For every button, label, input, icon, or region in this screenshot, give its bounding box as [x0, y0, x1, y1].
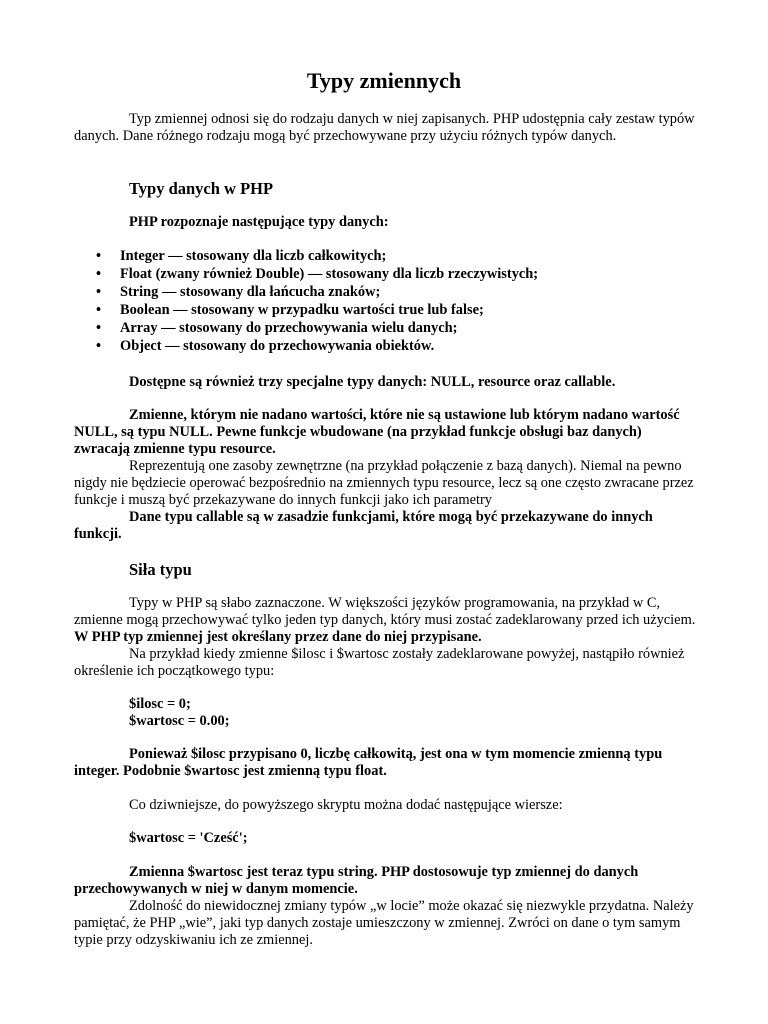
- list-item-text: Array — stosowany do przechowywania wielu danych;: [120, 320, 458, 336]
- code-line-ilosc: $ilosc = 0;: [129, 696, 191, 712]
- bullet-icon: •: [96, 338, 102, 354]
- example-paragraph: Na przykład kiedy zmienne $ilosc i $wartosc zostały zadeklarowane powyżej, nastąpiło również określenie ich początkowego typu:: [74, 646, 685, 679]
- code-line-string: $wartosc = 'Cześć';: [129, 830, 248, 846]
- bullet-icon: •: [96, 302, 102, 318]
- strength-text: Typy w PHP są słabo zaznaczone. W większości języków programowania, na przykład w C, zmienne mogą przechowywać tylko jeden typ danych, który musi zostać zadeklarowany przed ich użyciem.: [74, 595, 696, 628]
- list-item-text: String — stosowany dla łańcucha znaków;: [120, 284, 381, 300]
- code-line-wartosc: $wartosc = 0.00;: [129, 713, 230, 729]
- strength-paragraph: [74, 595, 696, 646]
- strength-emphasis: W PHP typ zmiennej jest określany przez dane do niej przypisane.: [74, 629, 482, 645]
- list-item: [96, 247, 696, 265]
- list-item-text: Integer — stosowany dla liczb całkowitych;: [120, 248, 387, 264]
- null-paragraph: Zmienne, którym nie nadano wartości, które nie są ustawione lub którym nadano wartość NULL, są typu NULL. Pewne funkcje wbudowane (na przykład funkcje obsługi baz danych) zwracają zmienne typu resource.: [74, 407, 680, 457]
- integer-float-paragraph: Ponieważ $ilosc przypisano 0, liczbę całkowitą, jest ona w tym momencie zmienną typu integer. Podobnie $wartosc jest zmienną typu float.: [74, 746, 663, 779]
- intro-paragraph: Typ zmiennej odnosi się do rodzaju danych w niej zapisanych. PHP udostępnia cały zestaw typów danych. Dane różnego rodzaju mogą być przechowywane przy użyciu różnych typów danych.: [74, 111, 695, 144]
- bullet-icon: •: [96, 284, 102, 300]
- section-heading-type-strength: Siła typu: [129, 560, 192, 579]
- list-item: [96, 265, 696, 283]
- types-lead: PHP rozpoznaje następujące typy danych:: [129, 214, 389, 230]
- list-item-text: Boolean — stosowany w przypadku wartości true lub false;: [120, 302, 484, 318]
- list-item: [96, 337, 696, 355]
- section-heading-data-types: Typy danych w PHP: [129, 179, 274, 198]
- list-item-text: Object — stosowany do przechowywania obiektów.: [120, 338, 435, 354]
- special-types-paragraph: Dostępne są również trzy specjalne typy danych: NULL, resource oraz callable.: [129, 374, 616, 390]
- resource-paragraph: Reprezentują one zasoby zewnętrzne (na przykład połączenie z bazą danych). Niemal na pewno nigdy nie będziecie operować bezpośrednio na zmiennych typu resource, lecz są one często zwracane przez funkcje i muszą być przekazywane do innych funkcji jako ich parametry: [74, 458, 694, 508]
- callable-paragraph: Dane typu callable są w zasadzie funkcjami, które mogą być przekazywane do innych funkcji.: [74, 509, 653, 542]
- list-item: [96, 283, 696, 301]
- bullet-icon: •: [96, 248, 102, 264]
- types-list: [96, 247, 696, 355]
- type-juggling-paragraph: Zdolność do niewidocznej zmiany typów „w locie” może okazać się niezwykle przydatna. Należy pamiętać, że PHP „wie”, jaki typ danych zostaje umieszczony w zmiennej. Zwróci on dane o tym samym typie przy odzyskiwaniu ich ze zmiennej.: [74, 898, 694, 948]
- bullet-icon: •: [96, 266, 102, 282]
- list-item-text: Float (zwany również Double) — stosowany dla liczb rzeczywistych;: [120, 266, 539, 282]
- list-item: [96, 319, 696, 337]
- page-title: Typy zmiennych: [306, 68, 462, 93]
- extra-lines-paragraph: Co dziwniejsze, do powyższego skryptu można dodać następujące wiersze:: [129, 797, 563, 813]
- list-item: [96, 301, 696, 319]
- bullet-icon: •: [96, 320, 102, 336]
- string-type-paragraph: Zmienna $wartosc jest teraz typu string. PHP dostosowuje typ zmiennej do danych przechowywanych w niej w danym momencie.: [74, 864, 639, 897]
